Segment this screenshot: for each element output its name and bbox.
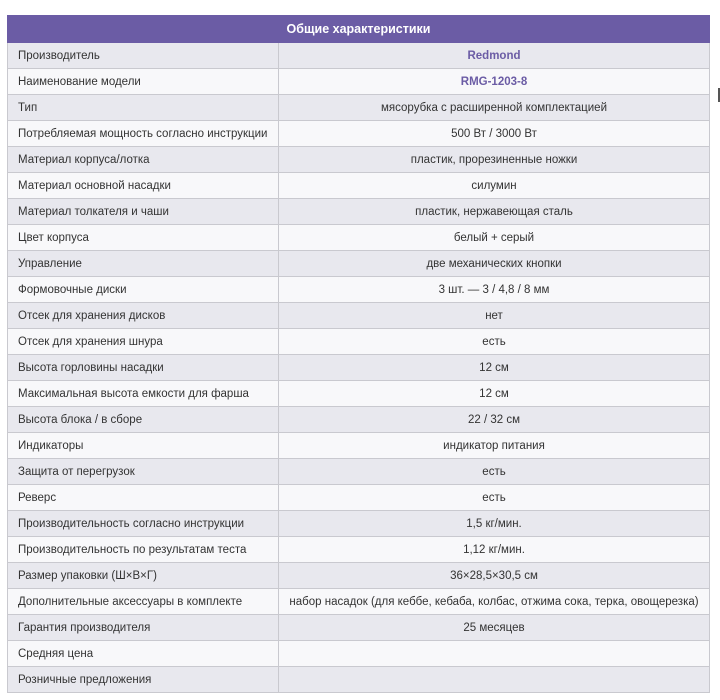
table-row: [8, 277, 710, 303]
spec-value: [279, 641, 710, 667]
table-row: [8, 589, 710, 615]
spec-value: [279, 667, 710, 693]
table-row: [8, 147, 710, 173]
spec-label: Формовочные диски: [8, 277, 279, 303]
table-row: [8, 121, 710, 147]
table-row: [8, 329, 710, 355]
spec-label: Материал основной насадки: [8, 173, 279, 199]
spec-value: 12 см: [279, 381, 710, 407]
spec-label: Размер упаковки (Ш×В×Г): [8, 563, 279, 589]
spec-label: Защита от перегрузок: [8, 459, 279, 485]
spec-value: есть: [279, 329, 710, 355]
spec-value: две механических кнопки: [279, 251, 710, 277]
table-row: [8, 511, 710, 537]
spec-value: 1,12 кг/мин.: [279, 537, 710, 563]
spec-table: [7, 15, 710, 693]
spec-value: RMG-1203-8: [279, 69, 710, 95]
spec-label: Управление: [8, 251, 279, 277]
table-row: [8, 381, 710, 407]
spec-label: Средняя цена: [8, 641, 279, 667]
table-row: [8, 537, 710, 563]
spec-label: Производительность по результатам теста: [8, 537, 279, 563]
table-row: [8, 251, 710, 277]
spec-value: 25 месяцев: [279, 615, 710, 641]
spec-value: 500 Вт / 3000 Вт: [279, 121, 710, 147]
table-row: [8, 199, 710, 225]
spec-value: индикатор питания: [279, 433, 710, 459]
table-row: [8, 433, 710, 459]
spec-label: Цвет корпуса: [8, 225, 279, 251]
table-row: [8, 173, 710, 199]
spec-value: есть: [279, 485, 710, 511]
spec-label: Материал толкателя и чаши: [8, 199, 279, 225]
spec-label: Гарантия производителя: [8, 615, 279, 641]
spec-label: Производительность согласно инструкции: [8, 511, 279, 537]
spec-value: силумин: [279, 173, 710, 199]
spec-label: Высота блока / в сборе: [8, 407, 279, 433]
spec-value: белый + серый: [279, 225, 710, 251]
spec-label: Тип: [8, 95, 279, 121]
spec-value: пластик, прорезиненные ножки: [279, 147, 710, 173]
spec-value: 22 / 32 см: [279, 407, 710, 433]
spec-label: Наименование модели: [8, 69, 279, 95]
spec-value: пластик, нержавеющая сталь: [279, 199, 710, 225]
table-row: [8, 407, 710, 433]
spec-label: Розничные предложения: [8, 667, 279, 693]
spec-label: Высота горловины насадки: [8, 355, 279, 381]
table-row: [8, 615, 710, 641]
spec-label: Материал корпуса/лотка: [8, 147, 279, 173]
spec-label: Индикаторы: [8, 433, 279, 459]
table-row: [8, 667, 710, 693]
table-row: [8, 95, 710, 121]
table-row: [8, 641, 710, 667]
table-row: [8, 303, 710, 329]
spec-label: Отсек для хранения шнура: [8, 329, 279, 355]
spec-value: 1,5 кг/мин.: [279, 511, 710, 537]
spec-label: Реверс: [8, 485, 279, 511]
spec-label: Потребляемая мощность согласно инструкции: [8, 121, 279, 147]
spec-label: Отсек для хранения дисков: [8, 303, 279, 329]
table-row: [8, 459, 710, 485]
spec-value: мясорубка с расширенной комплектацией: [279, 95, 710, 121]
spec-value: нет: [279, 303, 710, 329]
table-row: [8, 485, 710, 511]
spec-value: 12 см: [279, 355, 710, 381]
spec-label: Дополнительные аксессуары в комплекте: [8, 589, 279, 615]
spec-value: набор насадок (для кеббе, кебаба, колбас, отжима сока, терка, овощерезка): [279, 589, 710, 615]
table-row: [8, 355, 710, 381]
table-row: [8, 225, 710, 251]
spec-value: 3 шт. — 3 / 4,8 / 8 мм: [279, 277, 710, 303]
spec-label: Производитель: [8, 43, 279, 69]
table-row: [8, 43, 710, 69]
table-row: [8, 69, 710, 95]
spec-value: Redmond: [279, 43, 710, 69]
table-row: [8, 563, 710, 589]
table-title: Общие характеристики: [8, 16, 710, 43]
spec-value: 36×28,5×30,5 см: [279, 563, 710, 589]
spec-value: есть: [279, 459, 710, 485]
spec-table-body: [8, 43, 710, 693]
spec-label: Максимальная высота емкости для фарша: [8, 381, 279, 407]
table-header-row: [8, 16, 710, 43]
